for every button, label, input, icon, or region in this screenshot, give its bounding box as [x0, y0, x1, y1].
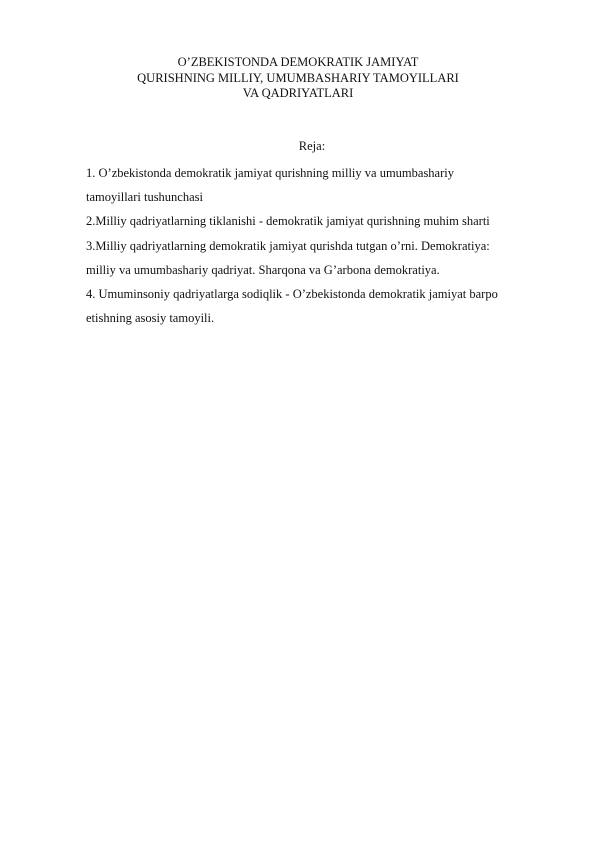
- plan-heading: Reja:: [298, 139, 326, 153]
- title-line-2: QURISHNING MILLIY, UMUMBASHARIY TAMOYILLARI: [137, 70, 459, 85]
- document-title: [0, 55, 596, 102]
- plan-item-4-line-1: 4. Umuminsoniy qadriyatlarga sodiqlik - O’zbekistonda demokratik jamiyat barpo: [86, 286, 498, 301]
- title-line-1: O’ZBEKISTONDA DEMOKRATIK JAMIYAT: [177, 55, 419, 69]
- plan-item-4-line-2: etishning asosiy tamoyili.: [86, 311, 215, 326]
- plan-item-2: 2.Milliy qadriyatlarning tiklanishi - demokratik jamiyat qurishning muhim sharti: [86, 214, 490, 229]
- plan-item-3-line-1: 3.Milliy qadriyatlarning demokratik jamiyat qurishda tutgan o’rni. Demokratiya:: [86, 238, 490, 253]
- plan-item-1-line-2: tamoyillari tushunchasi: [86, 190, 203, 205]
- plan-list: [86, 161, 556, 330]
- title-line-3: VA QADRIYATLARI: [242, 86, 354, 100]
- plan-item-3-line-2: milliy va umumbashariy qadriyat. Sharqona va G’arbona demokratiya.: [86, 262, 440, 277]
- plan-item-1-line-1: 1. O’zbekistonda demokratik jamiyat qurishning milliy va umumbashariy: [86, 166, 454, 180]
